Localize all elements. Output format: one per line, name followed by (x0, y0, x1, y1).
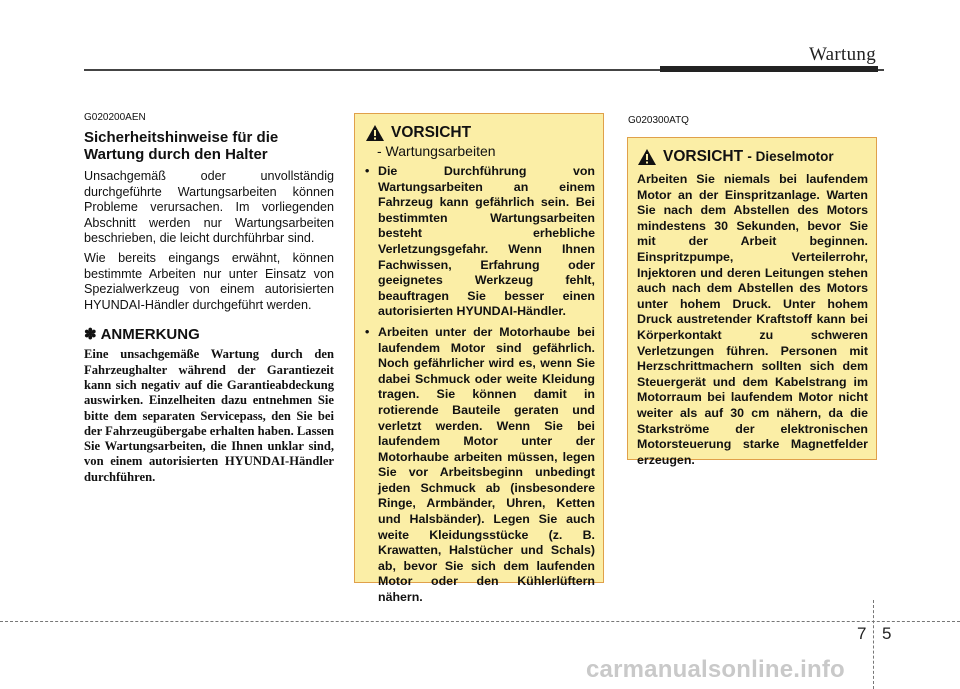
caution-title: VORSICHT - Dieselmotor (663, 148, 834, 165)
list-item: • Die Durchführung von Wartungsarbeiten an einem Fahrzeug kann gefährlich sein. Bei bestimmten Wartungsarbeiten besteht erhebliche Verletzungsgefahr. Wenn Ihnen Fachwissen, Erfahrung oder geeignetes Werkzeug fehlt, beauftragen Sie besser einen autorisierten HYUNDAI-Händler. (365, 164, 595, 319)
caution-body: Arbeiten Sie niemals bei laufendem Motor an der Einspritzanlage. Warten Sie nach dem Abstellen des Motors mindestens 30 Sekunden, bevor Sie mit der Arbeit beginnen. Einspritzpumpe, Verteilerrohr, Injektoren und deren Leitungen stehen auch nach dem Abstellen des Motors unter hohem Druck. Unter hohem Druck austretender Kraftstoff kann bei Körperkontakt zu schweren Verletzungen führen. Personen mit Herzschrittmachern sollten sich dem Steuergerät und dem Kabelstrang im Motorraum bei laufendem Motor nicht weiter als auf 30 cm nähern, da die Starkströme der elektronischen Motorsteuerung starke Magnetfelder erzeugen. (637, 172, 868, 467)
note-heading (84, 325, 334, 343)
section-code: G020300ATQ (628, 115, 689, 126)
warning-triangle-icon (637, 148, 657, 166)
caution-header (365, 124, 595, 142)
paragraph: Wie bereits eingangs erwähnt, können bestimmte Arbeiten nur unter Einsatz von Spezialwerkzeug von einem autorisierten HYUNDAI-Händler durchgeführt werden. (84, 250, 334, 312)
warning-triangle-icon (365, 124, 385, 142)
caution-header (637, 148, 868, 166)
section-code: G020200AEN (84, 112, 146, 123)
page-divider (873, 600, 874, 689)
note-body: Eine unsachgemäße Wartung durch den Fahrzeughalter während der Garantiezeit kann sich negativ auf die Garantieabdeckung auswirken. Einzelheiten dazu entnehmen Sie bitte dem separaten Servicepass, den Sie bei der Fahrzeugübergabe erhalten haben. Lassen Sie Wartungsarbeiten, die Ihnen unklar sind, von einem autorisierten HYUNDAI-Händler durchführen. (84, 347, 334, 484)
running-header: Wartung (808, 44, 876, 65)
note-star-icon: ✽ (84, 326, 97, 344)
caution-bullets (365, 164, 595, 606)
caution-title: VORSICHT (391, 124, 472, 141)
list-item: • Arbeiten unter der Motorhaube bei laufendem Motor sind gefährlich. Noch gefährlicher wird es, wenn Sie dabei Schmuck oder weite Kleidung tragen. Sie können damit in rotierende Bauteile geraten und verletzt werden. Wenn Sie bei laufendem Motor unter der Motorhaube arbeiten müssen, legen Sie vor Arbeitsbeginn unbedingt jeden Schmuck ab (insbesondere Ringe, Armbänder, Uhren, Ketten und Halsbänder). Legen Sie auch weite Kleidungsstücke (z. B. Krawatten, Halstücher und Schals) ab, bevor Sie sich dem laufenden Motor oder den Kühlerlüftern nähern. (365, 324, 595, 605)
caution-subtitle: - Wartungsarbeiten (377, 143, 496, 159)
chapter-number: 7 (857, 624, 867, 643)
watermark: carmanualsonline.info (586, 656, 845, 683)
left-column (84, 112, 334, 485)
caution-box-maintenance (354, 113, 604, 605)
paragraph: Unsachgemäß oder unvollständig durchgeführte Wartungsarbeiten können Probleme verursachen. Im vorliegenden Abschnitt werden nur Wartungsarbeiten beschrieben, die leicht durchführbar sind. (84, 169, 334, 246)
note-title: ANMERKUNG (100, 325, 200, 343)
caution-box-diesel (627, 137, 877, 467)
footer-rule (0, 621, 960, 622)
section-heading: Sicherheitshinweise für die Wartung durch den Halter (84, 129, 279, 163)
header-rule-accent (660, 66, 878, 72)
page-number: 5 (882, 624, 892, 643)
